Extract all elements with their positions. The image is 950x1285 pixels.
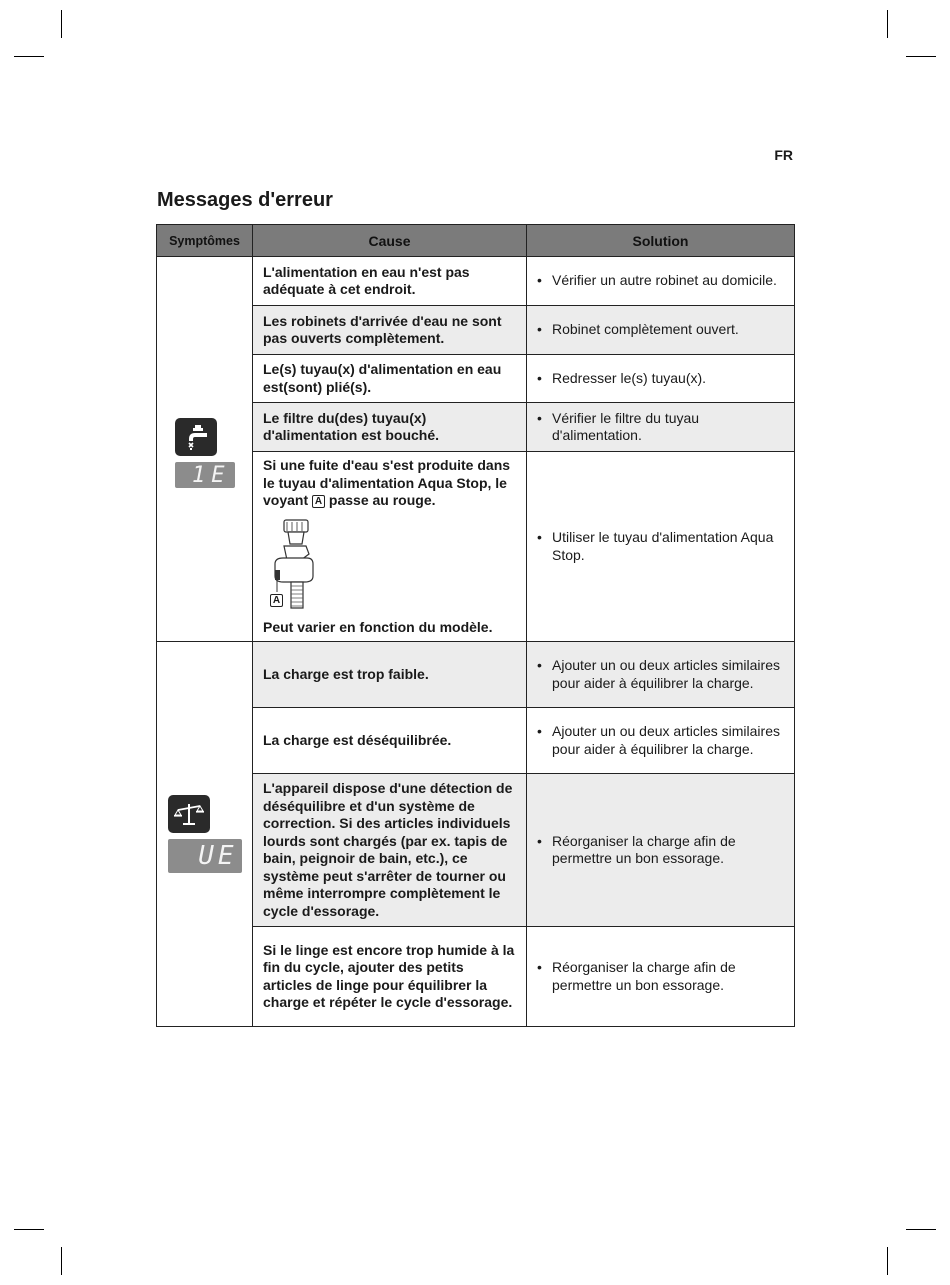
solution-cell: • Robinet complètement ouvert.: [527, 306, 795, 355]
page-title: Messages d'erreur: [157, 189, 333, 211]
solution-cell: • Vérifier un autre robinet au domicile.: [527, 257, 795, 306]
solution-cell: • Ajouter un ou deux articles similaires pour aider à équilibrer la charge.: [527, 708, 795, 774]
crop-mark: [887, 1247, 888, 1275]
header-cause: Cause: [253, 225, 527, 257]
error-display-ue: UE: [168, 839, 242, 873]
table-header-row: [157, 225, 795, 257]
table-row: [157, 452, 795, 642]
solution-cell: • Redresser le(s) tuyau(x).: [527, 355, 795, 403]
solution-cell: • Vérifier le filtre du tuyau d'alimentation.: [527, 403, 795, 452]
error-display-1e: 1E: [175, 462, 235, 488]
symptom-unbalanced-load: [157, 642, 253, 1027]
header-solution: Solution: [527, 225, 795, 257]
solution-cell: • Ajouter un ou deux articles similaires pour aider à équilibrer la charge.: [527, 642, 795, 708]
solution-cell: • Réorganiser la charge afin de permettre un bon essorage.: [527, 774, 795, 927]
table-row: [157, 927, 795, 1027]
symptom-water-supply: [157, 257, 253, 642]
table-row: [157, 355, 795, 403]
cause-cell: La charge est déséquilibrée.: [253, 708, 527, 774]
language-code: FR: [774, 147, 793, 163]
figure-label-a: A: [270, 594, 283, 607]
cause-cell: L'appareil dispose d'une détection de déséquilibre et d'un système de correction. Si des articles individuels lourds sont chargés (par ex. tapis de bain, peignoir de bain, etc.), ce système peut s'arrêter de tourner ou même interrompre complètement le cycle d'essorage.: [253, 774, 527, 927]
cause-cell: Le(s) tuyau(x) d'alimentation en eau est(sont) plié(s).: [253, 355, 527, 403]
table-row: [157, 306, 795, 355]
header-symptoms: Symptômes: [157, 225, 253, 257]
table-row: [157, 774, 795, 927]
water-tap-icon: [175, 418, 217, 456]
solution-cell: • Utiliser le tuyau d'alimentation Aqua Stop.: [527, 452, 795, 642]
cause-cell: Le filtre du(des) tuyau(x) d'alimentation est bouché.: [253, 403, 527, 452]
aqua-stop-hose-illustration: [265, 518, 335, 613]
solution-cell: • Réorganiser la charge afin de permettre un bon essorage.: [527, 927, 795, 1027]
cause-cell: Les robinets d'arrivée d'eau ne sont pas ouverts complètement.: [253, 306, 527, 355]
crop-mark: [14, 56, 44, 57]
cause-cell: La charge est trop faible.: [253, 642, 527, 708]
crop-mark: [906, 56, 936, 57]
table-row: [157, 403, 795, 452]
cause-cell: L'alimentation en eau n'est pas adéquate à cet endroit.: [253, 257, 527, 306]
crop-mark: [887, 10, 888, 38]
balance-scale-icon: [168, 795, 210, 833]
model-variation-note: Peut varier en fonction du modèle.: [263, 618, 493, 635]
marker-a: A: [312, 495, 325, 508]
table-row: [157, 708, 795, 774]
crop-mark: [14, 1229, 44, 1230]
crop-mark: [61, 10, 62, 38]
cause-cell: Si le linge est encore trop humide à la fin du cycle, ajouter des petits articles de linge pour équilibrer la charge et répéter le cycle d'essorage.: [253, 927, 527, 1027]
crop-mark: [906, 1229, 936, 1230]
crop-mark: [61, 1247, 62, 1275]
error-messages-table: [156, 224, 795, 1027]
cause-cell-aqua-stop: Si une fuite d'eau s'est produite dans le tuyau d'alimentation Aqua Stop, le voyant A passe au rouge. A Peut varier en fonction du modèle.: [253, 452, 527, 642]
table-row: [157, 642, 795, 708]
table-row: [157, 257, 795, 306]
